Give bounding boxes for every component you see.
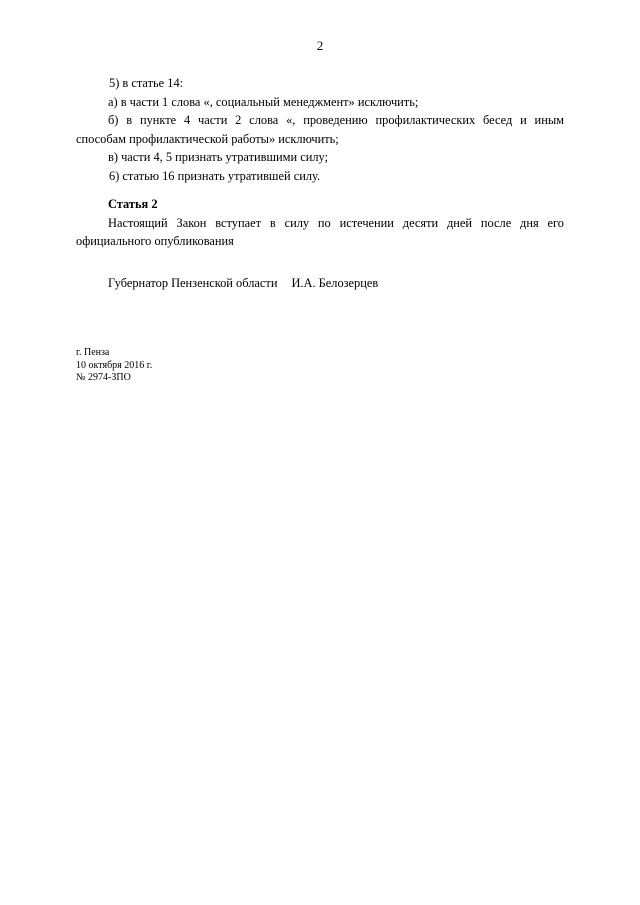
page-number: 2 (316, 38, 324, 53)
signature-block (108, 274, 378, 292)
signature-title: Губернатор Пензенской области (108, 276, 278, 290)
article-2-heading: Статья 2 (108, 197, 158, 211)
document-footer (76, 347, 152, 385)
item-5v: в) части 4, 5 признать утратившими силу; (108, 150, 329, 164)
footer-date: 10 октября 2016 г. (76, 359, 153, 371)
item-5: 5) в статье 14: (109, 76, 184, 90)
footer-city: г. Пенза (76, 347, 110, 358)
document-body (76, 74, 564, 251)
signature-name: И.А. Белозерцев (291, 276, 379, 290)
item-5a: а) в части 1 слова «, социальный менеджмент» исключить; (108, 94, 419, 109)
item-5b-line2: способам профилактической работы» исключить; (76, 131, 339, 146)
article-2-text: Настоящий Закон вступает в силу по истечении десяти дней после дня его официального опубликования (76, 215, 564, 248)
footer-number: № 2974-ЗПО (76, 372, 131, 383)
item-6: 6) статью 16 признать утратившей силу. (109, 168, 321, 183)
item-5b-line1: б) в пункте 4 части 2 слова «, проведению профилактических бесед и иным (108, 113, 564, 127)
